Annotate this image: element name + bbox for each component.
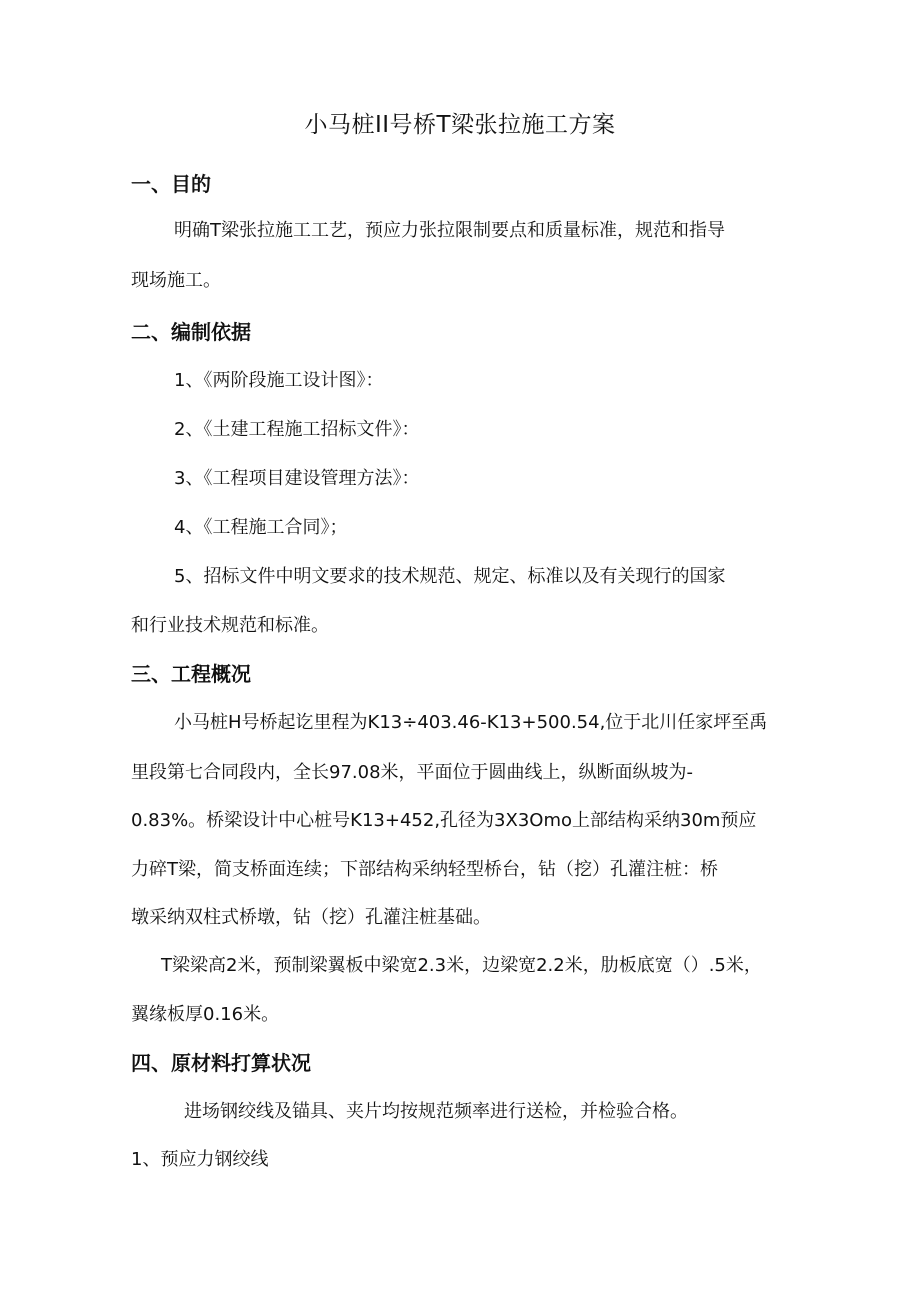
section-heading-basis: 二、编制依据 — [131, 320, 251, 344]
paragraph-line: 进场钢绞线及锚具、夹片均按规范频率进行送检，并检验合格。 — [184, 1101, 688, 1122]
paragraph-line: 翼缘板厚0.16米。 — [131, 1004, 280, 1025]
paragraph-line: 现场施工。 — [131, 270, 221, 291]
list-item: 3、《工程项目建设管理方法》： — [174, 468, 420, 489]
section-heading-purpose: 一、目的 — [131, 172, 211, 196]
subsection-heading: 1、预应力钢绞线 — [131, 1149, 269, 1170]
list-item: 1、《两阶段施工设计图》： — [174, 370, 384, 391]
paragraph-line: 0.83%。桥梁设计中心桩号K13+452,孔径为3X3Omo上部结构采纳30m预应 — [131, 810, 757, 831]
list-item: 4、《工程施工合同》； — [174, 517, 348, 538]
paragraph-line: 里段第七合同段内，全长97.08米，平面位于圆曲线上，纵断面纵坡为- — [131, 762, 694, 783]
paragraph-line: 小马桩H号桥起讫里程为K13÷403.46-K13+500.54,位于北川任家坪至禹 — [174, 712, 768, 733]
list-item-continuation: 和行业技术规范和标准。 — [131, 615, 329, 636]
list-item: 2、《土建工程施工招标文件》： — [174, 419, 420, 440]
document-title: 小马桩II号桥T梁张拉施工方案 — [304, 112, 616, 138]
paragraph-line: 明确T梁张拉施工工艺，预应力张拉限制要点和质量标准，规范和指导 — [174, 220, 725, 241]
paragraph-line: T梁梁高2米，预制梁翼板中梁宽2.3米，边梁宽2.2米，肋板底宽（）.5米， — [161, 955, 762, 976]
paragraph-line: 墩采纳双柱式桥墩，钻（挖）孔灌注桩基础。 — [131, 907, 491, 928]
list-item: 5、招标文件中明文要求的技术规范、规定、标准以及有关现行的国家 — [174, 566, 726, 587]
section-heading-overview: 三、工程概况 — [131, 662, 251, 686]
section-heading-materials: 四、原材料打算状况 — [131, 1051, 311, 1075]
paragraph-line: 力碎T梁，简支桥面连续；下部结构采纳轻型桥台，钻（挖）孔灌注桩：桥 — [131, 859, 718, 880]
